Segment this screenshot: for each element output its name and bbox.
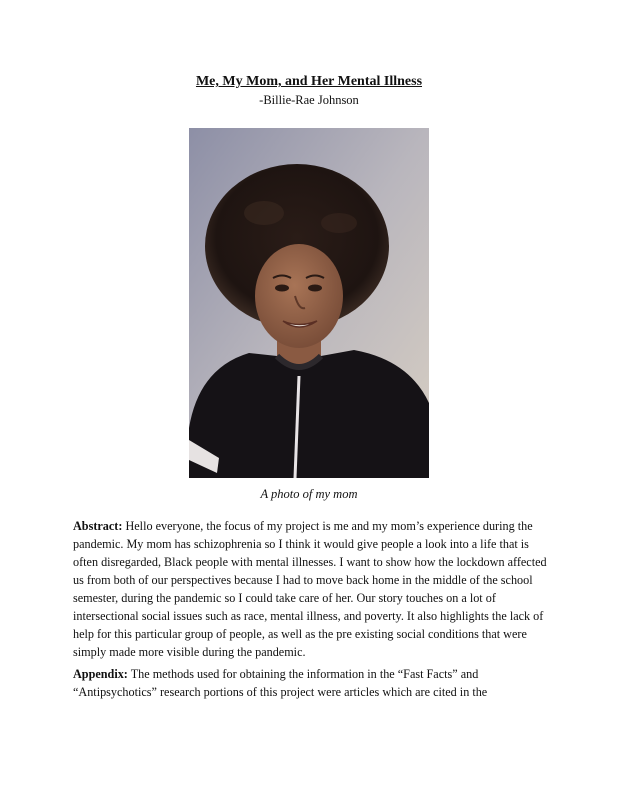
author-line: -Billie-Rae Johnson — [259, 93, 359, 107]
portrait-photo — [189, 128, 429, 478]
photo-caption: A photo of my mom — [260, 487, 358, 501]
abstract-paragraph — [73, 517, 551, 661]
appendix-text: The methods used for obtaining the information in the “Fast Facts” and “Antipsychotics” research portions of this project were articles which are cited in the — [73, 667, 488, 699]
abstract-label: Abstract: — [73, 519, 123, 533]
appendix-paragraph — [73, 665, 551, 701]
appendix-label: Appendix: — [73, 667, 128, 681]
abstract-text: Hello everyone, the focus of my project is me and my mom’s experience during the pandemic. My mom has schizophrenia so I think it would give people a look into a life that is often disregarded, Black people with mental illnesses. I want to show how the lockdown affected us from both of our perspectives because I had to move back home in the middle of the school semester, during the pandemic so I could take care of her. Our story touches on a lot of intersectional social issues such as race, mental illness, and poverty. It also highlights the lack of help for this particular group of people, as well as the pre existing social conditions that were simply made more visible during the pandemic. — [73, 519, 547, 659]
document-title: Me, My Mom, and Her Mental Illness — [195, 74, 423, 89]
